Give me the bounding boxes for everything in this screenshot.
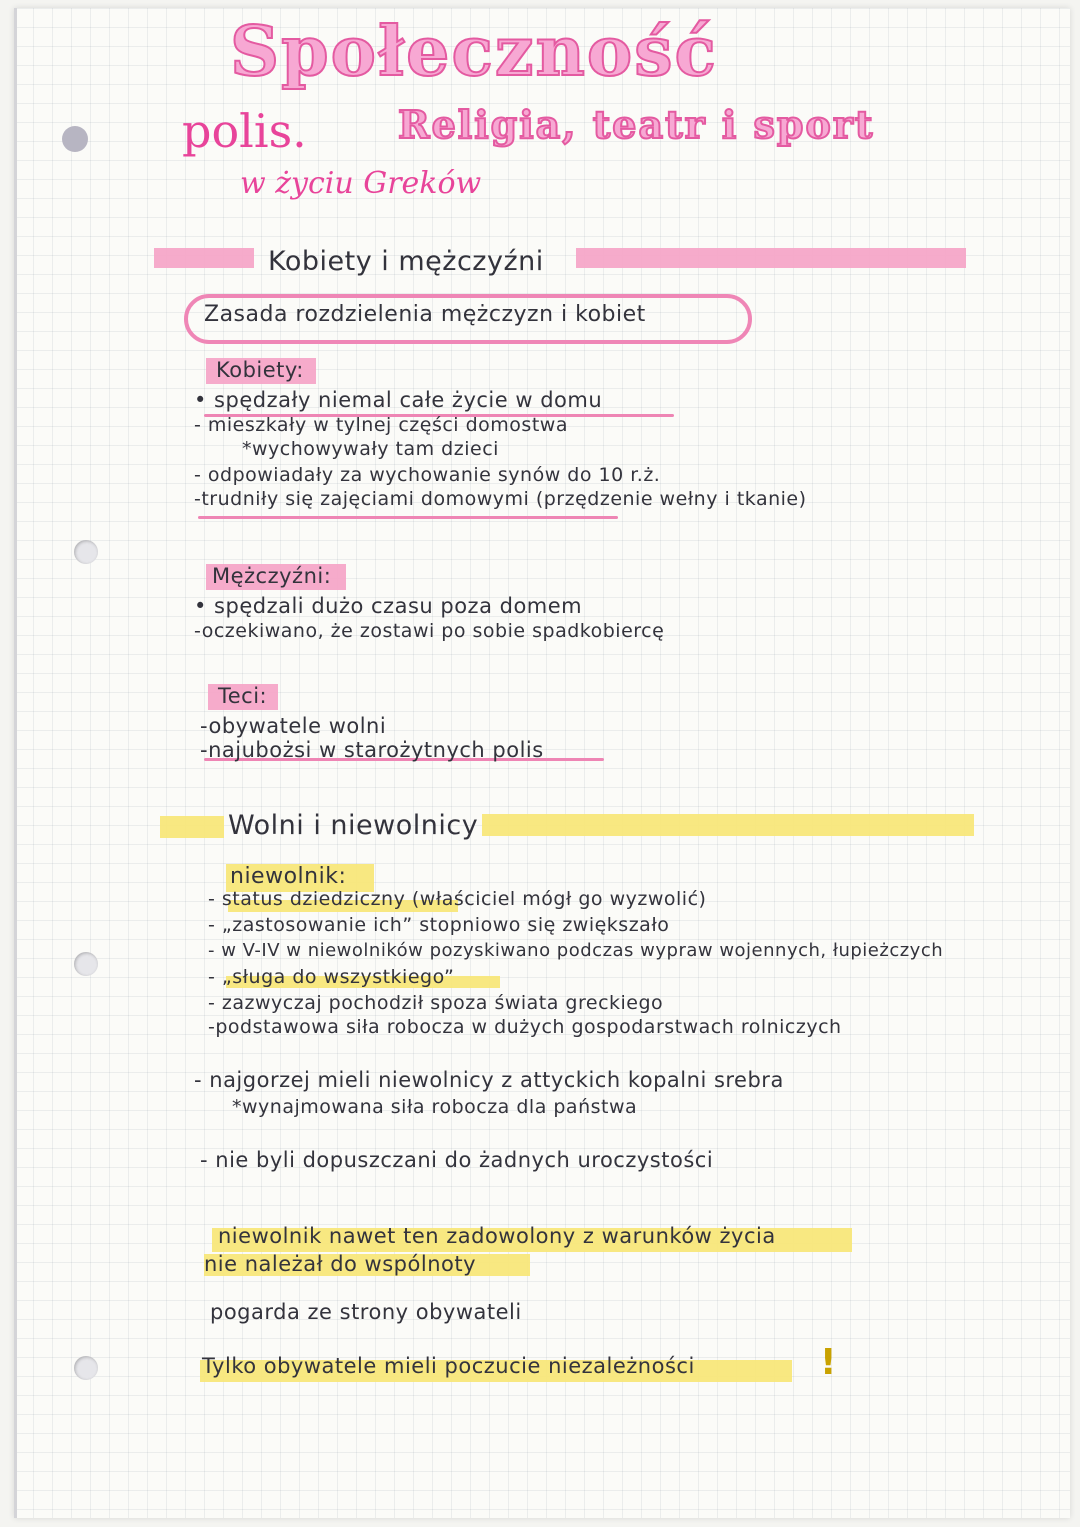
contempt-line: pogarda ze strony obywateli — [210, 1300, 522, 1324]
mezczyzni-item: • spędzali dużo czasu poza domem — [194, 594, 583, 618]
teci-item: -obywatele wolni — [200, 714, 387, 738]
summary-line-1: niewolnik nawet ten zadowolony z warunków życia — [218, 1224, 776, 1248]
title-polis: polis. — [182, 104, 307, 158]
label-teci: Teci: — [218, 684, 268, 708]
kobiety-item: - mieszkały w tylnej części domostwa — [194, 414, 568, 436]
worst-note: *wynajmowana siła robocza dla państwa — [232, 1096, 638, 1118]
label-niewolnik: niewolnik: — [230, 864, 347, 889]
title-line3: w życiu Greków — [240, 166, 482, 201]
punch-hole — [74, 540, 98, 564]
niewolnik-item: - w V-IV w niewolników pozyskiwano podczas wypraw wojennych, łupieżczych — [208, 940, 944, 961]
kobiety-item: -trudniły się zajęciami domowymi (przędzenie wełny i tkanie) — [194, 488, 807, 510]
niewolnik-item: -podstawowa siła robocza w dużych gospodarstwach rolniczych — [208, 1016, 842, 1038]
label-mezczyzni: Mężczyźni: — [212, 564, 332, 588]
decorative-dot — [62, 126, 88, 152]
label-kobiety: Kobiety: — [216, 358, 304, 382]
mezczyzni-item: -oczekiwano, że zostawi po sobie spadkobiercę — [194, 620, 665, 642]
rule-text: Zasada rozdzielenia mężczyzn i kobiet — [204, 302, 646, 327]
freedom-line: Tylko obywatele mieli poczucie niezależności — [202, 1354, 695, 1378]
kobiety-item: *wychowywały tam dzieci — [242, 438, 499, 460]
punch-hole — [74, 952, 98, 976]
section-heading-wolni-niewolnicy: Wolni i niewolnicy — [228, 810, 479, 841]
kobiety-item: - odpowiadały za wychowanie synów do 10 r.ż. — [194, 464, 661, 486]
ceremonies-line: - nie byli dopuszczani do żadnych uroczystości — [200, 1148, 714, 1172]
heading-bar-right — [576, 248, 966, 268]
section-heading-kobiety-mezczyzni: Kobiety i mężczyźni — [268, 246, 544, 277]
heading-bar-left — [160, 816, 224, 838]
summary-line-2: nie należał do wspólnoty — [204, 1252, 477, 1276]
niewolnik-item: - zazwyczaj pochodził spoza świata greckiego — [208, 992, 664, 1014]
title-subtitle: Religia, teatr i sport — [398, 102, 875, 147]
teci-item: -najubożsi w starożytnych polis — [200, 738, 544, 762]
punch-hole — [74, 1356, 98, 1380]
kobiety-item: • spędzały niemal całe życie w domu — [194, 388, 603, 412]
niewolnik-item: - „zastosowanie ich” stopniowo się zwiększało — [208, 914, 670, 936]
page-margin — [14, 8, 17, 1518]
niewolnik-item: - „sługa do wszystkiego” — [208, 966, 455, 988]
exclamation-mark: ! — [820, 1342, 837, 1383]
worst-line: - najgorzej mieli niewolnicy z attyckich kopalni srebra — [194, 1068, 784, 1092]
heading-bar-left — [154, 248, 254, 268]
underline — [198, 516, 618, 519]
heading-bar-right — [482, 814, 974, 836]
niewolnik-item: - status dziedziczny (właściciel mógł go wyzwolić) — [208, 888, 707, 910]
page-title: Społeczność — [230, 12, 718, 92]
notebook-page — [14, 8, 1070, 1518]
